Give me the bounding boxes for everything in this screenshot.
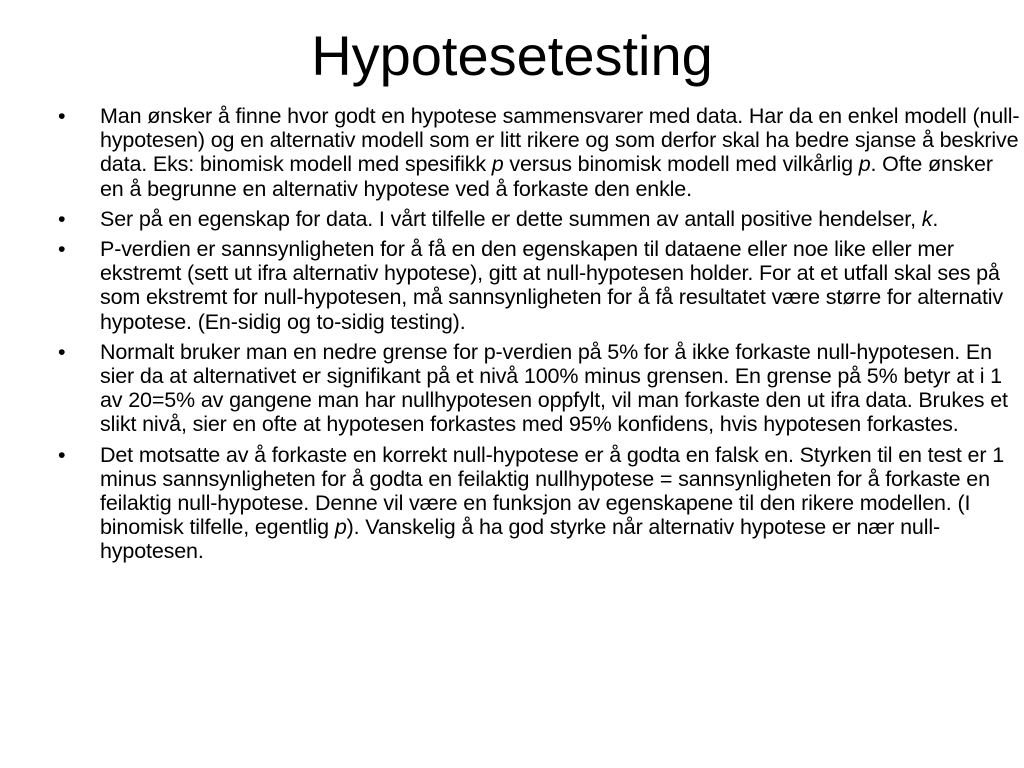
bullet-text (100, 207, 1020, 231)
bullet-glyph: • (58, 442, 66, 467)
bullet-glyph: • (58, 339, 66, 364)
italic-variable: p (858, 152, 871, 177)
bullet-glyph: • (58, 104, 66, 128)
slide-title: Hypotesetesting (311, 24, 713, 87)
text-run: versus binomisk modell med vilkårlig (503, 152, 859, 177)
text-run: Man ønsker å finne hvor godt en hypotese sammensvarer med data. Har da en enkel modell (null-hypotesen) og en alternativ modell som er litt rikere og som derfor skal ha bedre sjanse å beskrive data. Eks: binomisk modell med spesifikk (100, 104, 1020, 177)
text-run: . Ofte ønsker en å begrunne en alternativ hypotese ved å forkaste den enkle. (100, 152, 993, 201)
bullet-text (100, 340, 1020, 437)
text-run: ). Vanskelig å ha god styrke når alternativ hypotese er nær null-hypotesen. (100, 515, 940, 564)
bullet-list (58, 104, 1020, 570)
bullet-glyph: • (58, 206, 66, 231)
text-run: Det motsatte av å forkaste en korrekt null-hypotese er å godta en falsk en. Styrken til en test er 1 minus sannsynligheten for å godta en feilaktig nullhypotese = sannsynligheten for å forkaste en feilaktig null-hypotese. Denne vil være en funksjon av egenskapene til den rikere modellen. (I binomisk tilfelle, egentlig (100, 442, 1004, 540)
italic-variable: p (491, 152, 504, 177)
bullet-item-3 (58, 237, 1020, 334)
text-run: Ser på en egenskap for data. I vårt tilfelle er dette summen av antall positive hendelser, (100, 206, 922, 231)
bullet-item-2 (58, 207, 1020, 231)
italic-variable: p (334, 515, 347, 540)
bullet-item-1 (58, 104, 1020, 201)
bullet-text (100, 104, 1020, 201)
text-run: . (932, 206, 939, 231)
bullet-text (100, 443, 1020, 564)
bullet-item-4 (58, 340, 1020, 437)
text-run: Normalt bruker man en nedre grense for p-verdien på 5% for å ikke forkaste null-hypotesen. En sier da at alternativet er signifikant på et nivå 100% minus grensen. En grense på 5% betyr at i 1 av 20=5% av gangene man har nullhypotesen oppfylt, vil man forkaste den ut ifra data. Brukes et slikt nivå, sier en ofte at hypotesen forkastes med 95% konfidens, hvis hypotesen forkastes. (100, 339, 1008, 437)
bullet-item-5 (58, 443, 1020, 564)
bullet-glyph: • (58, 237, 66, 262)
italic-variable: k (921, 206, 933, 231)
text-run: P-verdien er sannsynligheten for å få en den egenskapen til dataene eller noe like eller mer ekstremt (sett ut ifra alternativ hypotese), gitt at null-hypotesen holder. For at et utfall skal ses på som ekstremt for null-hypotesen, må sannsynligheten for å få resultatet være større for alternativ hypotese. (En-sidig og to-sidig testing). (100, 237, 1004, 334)
bullet-text (100, 237, 1020, 334)
